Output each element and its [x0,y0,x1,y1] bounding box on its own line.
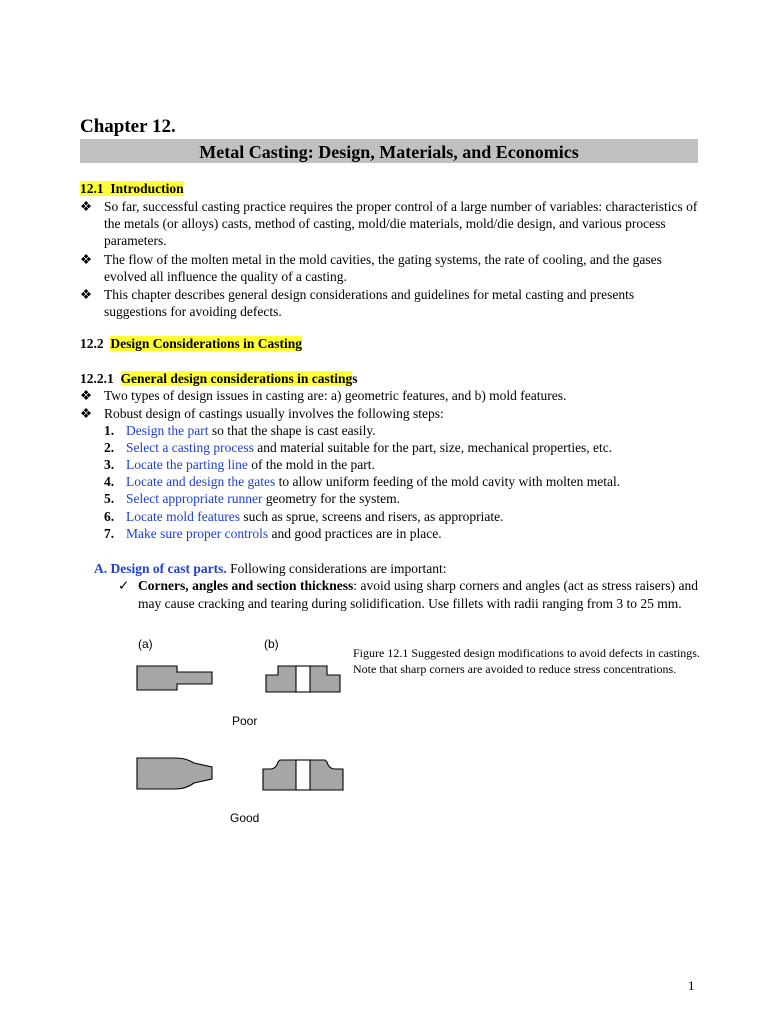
check-item-title: Corners, angles and section thickness [138,578,354,593]
section-title: Design Considerations in Casting [110,336,303,351]
section-number: 12.2.1 [80,371,114,386]
good-design-a-shape [137,758,212,789]
step-item: 3. Locate the parting line of the mold in the part. [104,457,375,472]
section-number: 12.2 [80,336,104,351]
poor-design-a-shape [137,666,212,690]
section-title: General design considerations in casting [120,371,353,386]
figure-label-a: (a) [138,637,153,651]
page-number: 1 [688,978,695,993]
step-item: 4. Locate and design the gates to allow uniform feeding of the mold cavity with molten metal. [104,474,621,489]
general-bullet: ❖ Two types of design issues in casting are: a) geometric features, and b) mold features. [80,388,567,403]
step-item: 5. Select appropriate runner geometry for the system. [104,491,401,506]
poor-design-b-core [296,666,310,692]
check-mark-icon: ✓ [118,578,130,593]
chapter-title-bar: Metal Casting: Design, Materials, and Economics [80,139,698,163]
subheading-label: A. Design of cast parts. [94,561,227,576]
check-item: ✓ Corners, angles and section thickness: avoid using sharp corners and angles (act as stress raisers) and may cause cracking and tearing during solidification. Use fillets with radii ranging from 3 to 25 mm. [118,578,698,611]
diamond-bullet-icon: ❖ [80,199,93,214]
subsection-general-heading [80,371,358,387]
step-item: 2. Select a casting process and material suitable for the part, size, mechanical properties, etc. [104,440,613,455]
step-link: Locate and design the gates [126,474,276,489]
step-link: Select appropriate runner [126,491,263,506]
figure-caption: Figure 12.1 Suggested design modifications to avoid defects in castings. Note that sharp corners are avoided to reduce stress concentrations. [353,646,700,676]
figure-label-b: (b) [264,637,279,651]
step-link: Make sure proper controls [126,526,269,541]
step-item: 6. Locate mold features such as sprue, screens and risers, as appropriate. [104,509,504,524]
section-design-heading [80,336,302,352]
step-link: Design the part [126,423,209,438]
step-item: 7. Make sure proper controls and good practices are in place. [104,526,442,541]
diamond-bullet-icon: ❖ [80,388,93,403]
diamond-bullet-icon: ❖ [80,252,93,267]
general-bullet: ❖ Robust design of castings usually involves the following steps: [80,406,444,421]
section-title: Introduction [110,181,184,196]
section-introduction-heading [80,181,184,197]
diamond-bullet-icon: ❖ [80,406,93,421]
good-design-b-core [296,760,310,790]
intro-bullet: ❖ So far, successful casting practice requires the proper control of a large number of variables: characteristics of the metals (or alloys) casts, method of casting, mold/die materials, mold/die design, and various process parameters. [80,199,698,248]
chapter-heading: Chapter 12. [80,116,176,137]
step-link: Select a casting process [126,440,254,455]
diamond-bullet-icon: ❖ [80,287,93,302]
section-title-tail: s [352,371,358,386]
intro-bullet: ❖ The flow of the molten metal in the mold cavities, the gating systems, the rate of cooling, and the gases evolved all influence the quality of a casting. [80,252,662,284]
figure-label-good: Good [230,811,260,825]
figure-label-poor: Poor [232,714,258,728]
step-link: Locate the parting line [126,457,248,472]
figure-casting-designs [130,632,350,837]
intro-bullet: ❖ This chapter describes general design considerations and guidelines for metal casting and presents suggestions for avoiding defects. [80,287,635,319]
section-number: 12.1 [80,181,104,196]
step-item: 1. Design the part so that the shape is cast easily. [104,423,376,438]
step-link: Locate mold features [126,509,240,524]
subheading-design-of-cast-parts: A. Design of cast parts. Following considerations are important: [94,561,447,576]
